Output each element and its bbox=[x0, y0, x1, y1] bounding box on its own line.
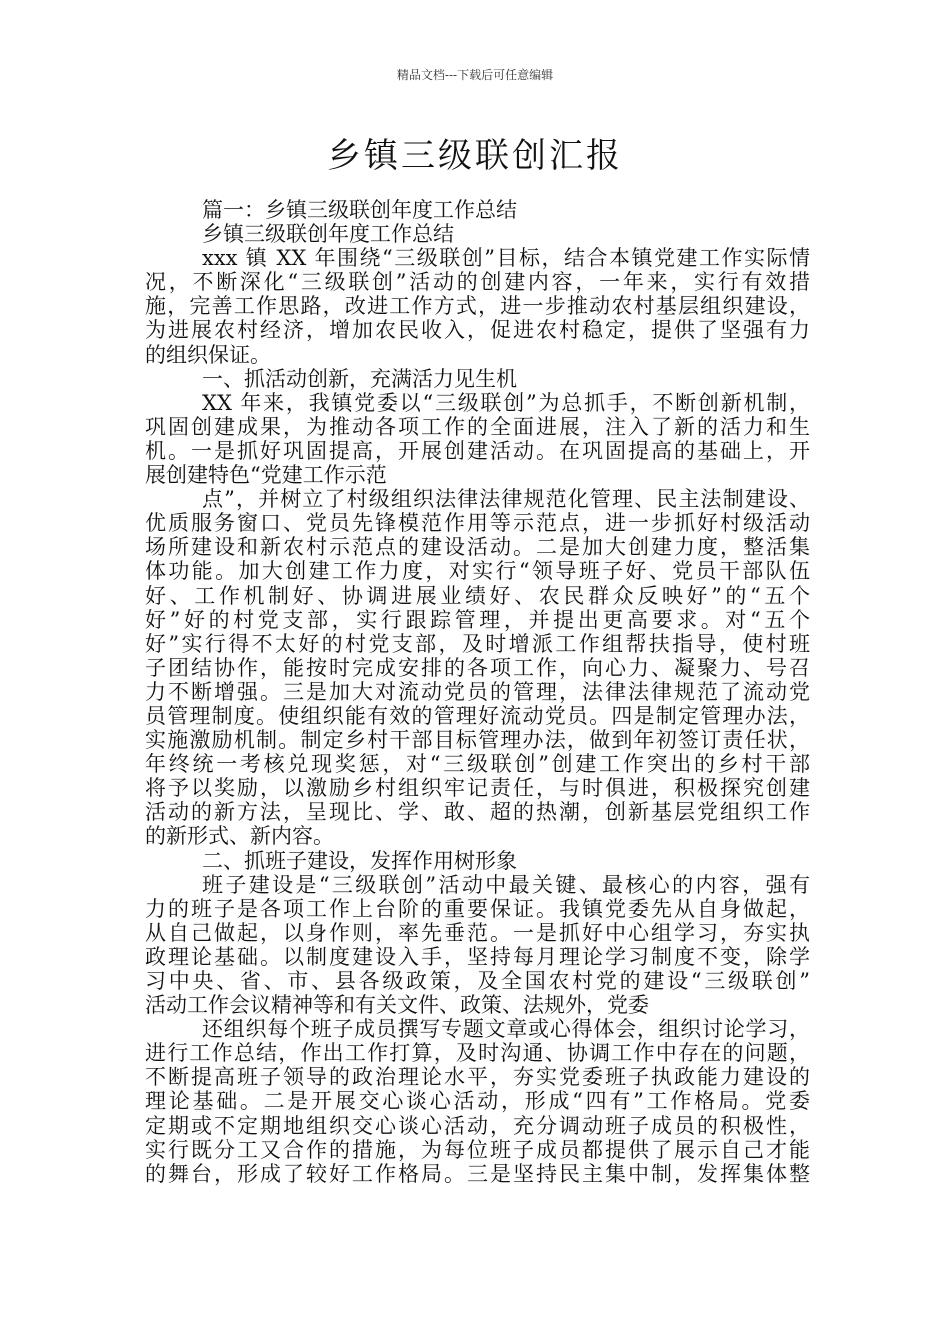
text-line: 班子建设是“三级联创”活动中最关键、最核心的内容，强有 bbox=[202, 872, 810, 897]
text-line: 不断提高班子领导的政治理论水平，夯实党委班子执政能力建设的 bbox=[145, 1065, 810, 1090]
text-line: XX 年来，我镇党委以“三级联创”为总抓手，不断创新机制， bbox=[202, 390, 810, 415]
text-line: 展创建特色“党建工作示范 bbox=[145, 463, 387, 488]
text-line: 年终统一考核兑现奖惩，对“三级联创”创建工作突出的乡村干部 bbox=[145, 752, 810, 777]
text-line: 习中央、省、市、县各级政策，及全国农村党的建设“三级联创” bbox=[145, 969, 810, 993]
text-line: 场所建设和新农村示范点的建设活动。二是加大创建力度，整活集 bbox=[145, 535, 810, 560]
text-line: 二、抓班子建设，发挥作用树形象 bbox=[202, 848, 517, 873]
text-line: 定期或不定期地组织交心谈心活动，充分调动班子成员的积极性， bbox=[145, 1113, 810, 1138]
text-line: 实行既分工又合作的措施，为每位班子成员都提供了展示自己才能 bbox=[145, 1137, 810, 1162]
text-line: 的组织保证。 bbox=[145, 342, 271, 367]
text-line: 进行工作总结，作出工作打算，及时沟通、协调工作中存在的问题， bbox=[145, 1041, 810, 1066]
document-body bbox=[145, 198, 810, 1186]
text-line: 况，不断深化“三级联创”活动的创建内容，一年来，实行有效措 bbox=[145, 270, 810, 295]
text-line: 巩固创建成果，为推动各项工作的全面进展，注入了新的活力和生 bbox=[145, 414, 810, 439]
text-line: 的舞台，形成了较好工作格局。三是坚持民主集中制，发挥集体整 bbox=[145, 1161, 810, 1186]
text-line: 体功能。加大创建工作力度，对实行“领导班子好、党员干部队伍 bbox=[145, 559, 810, 584]
text-line: 政理论基础。以制度建设入手，坚持每月理论学习制度不变，除学 bbox=[145, 944, 810, 969]
text-line: xxx 镇 XX 年围绕“三级联创”目标，结合本镇党建工作实际情 bbox=[202, 246, 810, 271]
text-line: 好、工作机制好、协调进展业绩好、农民群众反映好”的“五个 bbox=[145, 583, 810, 608]
text-line: 为进展农村经济，增加农民收入，促进农村稳定，提供了坚强有力 bbox=[145, 318, 810, 343]
text-line: 的新形式、新内容。 bbox=[145, 824, 334, 849]
text-line: 理论基础。二是开展交心谈心活动，形成“四有”工作格局。党委 bbox=[145, 1089, 810, 1114]
text-line: 活动工作会议精神等和有关文件、政策、法规外，党委 bbox=[145, 993, 649, 1018]
text-line: 优质服务窗口、党员先锋模范作用等示范点，进一步抓好村级活动 bbox=[145, 511, 810, 536]
text-line: 好”好的村党支部，实行跟踪管理，并提出更高要求。对“五个 bbox=[145, 607, 810, 632]
header-note: 精品文档---下载后可任意编辑 bbox=[396, 68, 554, 82]
document-title: 乡镇三级联创汇报 bbox=[327, 136, 623, 176]
text-line: 机。一是抓好巩固提高，开展创建活动。在巩固提高的基础上，开 bbox=[145, 438, 810, 463]
text-line: 力的班子是各项工作上台阶的重要保证。我镇党委先从自身做起， bbox=[145, 896, 810, 921]
text-line: 活动的新方法，呈现比、学、敢、超的热潮，创新基层党组织工作 bbox=[145, 800, 810, 825]
text-line: 好”实行得不太好的村党支部，及时增派工作组帮扶指导，使村班 bbox=[145, 631, 810, 656]
text-line: 将予以奖励，以激励乡村组织牢记责任，与时俱进，积极探究创建 bbox=[145, 776, 810, 801]
text-line: 实施激励机制。制定乡村干部目标管理办法，做到年初签订责任状， bbox=[145, 728, 810, 753]
text-line: 一、抓活动创新，充满活力见生机 bbox=[202, 366, 517, 391]
text-line: 施，完善工作思路，改进工作方式，进一步推动农村基层组织建设， bbox=[145, 294, 810, 319]
text-line: 还组织每个班子成员撰写专题文章或心得体会，组织讨论学习， bbox=[202, 1017, 810, 1042]
text-line: 员管理制度。使组织能有效的管理好流动党员。四是制定管理办法， bbox=[145, 703, 810, 728]
text-line: 从自己做起，以身作则，率先垂范。一是抓好中心组学习，夯实执 bbox=[145, 920, 810, 945]
text-line: 篇一：乡镇三级联创年度工作总结 bbox=[202, 198, 517, 222]
text-line: 乡镇三级联创年度工作总结 bbox=[202, 222, 454, 247]
text-line: 力不断增强。三是加大对流动党员的管理，法律法律规范了流动党 bbox=[145, 679, 810, 704]
text-line: 子团结协作，能按时完成安排的各项工作，向心力、凝聚力、号召 bbox=[145, 655, 810, 680]
text-line: 点”，并树立了村级组织法律法律规范化管理、民主法制建设、 bbox=[202, 487, 810, 512]
